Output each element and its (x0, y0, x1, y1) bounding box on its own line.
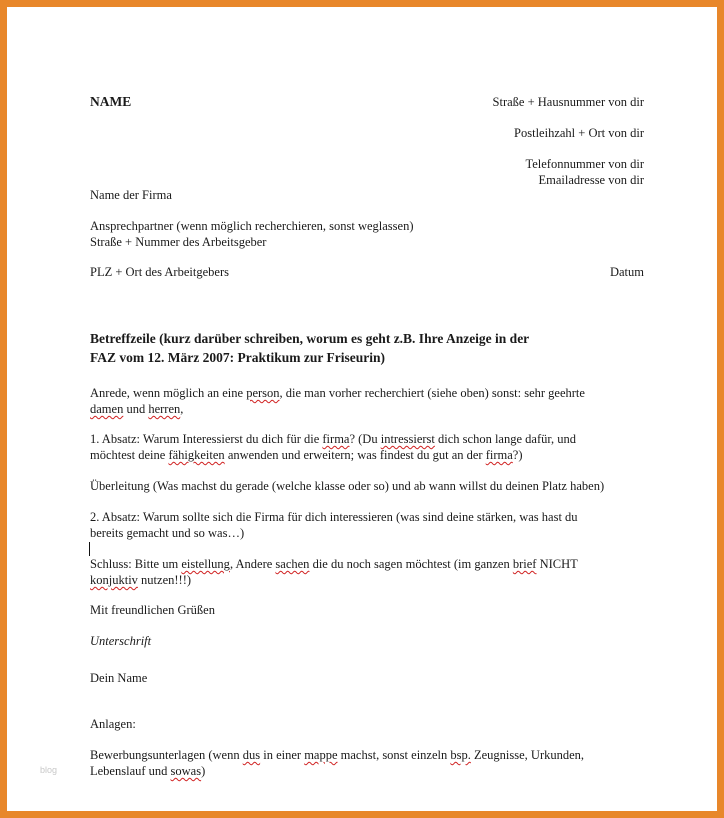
attachments-line-1: Bewerbungsunterlagen (wenn dus in einer mappe machst, sonst einzeln bsp. Zeugnisse, Urkunden, (90, 748, 585, 762)
watermark: blog (40, 765, 58, 775)
paragraph-1-line-1: 1. Absatz: Warum Interessierst du dich für die firma? (Du intressierst dich schon lange dafür, und (90, 432, 577, 446)
recipient-contact: Ansprechpartner (wenn möglich recherchieren, sonst weglassen) (90, 219, 414, 233)
paragraph-1-line-2: möchtest deine fähigkeiten anwenden und erweitern; was findest du gut an der firma?) (90, 448, 523, 462)
salutation-line-1: Anrede, wenn möglich an eine person, die man vorher recherchiert (siehe oben) sonst: sehr geehrte (90, 386, 585, 400)
attachments-label: Anlagen: (90, 717, 136, 731)
transition-paragraph: Überleitung (Was machst du gerade (welche klasse oder so) und ab wann willst du deinen Platz haben) (90, 479, 605, 493)
sender-street: Straße + Hausnummer von dir (492, 95, 644, 109)
recipient-street: Straße + Nummer des Arbeitsgeber (90, 235, 267, 249)
signer-name: Dein Name (90, 671, 148, 685)
paragraph-2-line-1: 2. Absatz: Warum sollte sich die Firma für dich interessieren (was sind deine stärken, was hast du (90, 510, 578, 524)
paragraph-2-line-2: bereits gemacht und so was…) (90, 526, 245, 540)
greeting: Mit freundlichen Grüßen (90, 603, 215, 617)
subject-line-2: FAZ vom 12. März 2007: Praktikum zur Friseurin) (90, 350, 385, 365)
sender-city: Postleihzahl + Ort von dir (514, 126, 644, 140)
closing-line-1: Schluss: Bitte um eistellung, Andere sachen die du noch sagen möchtest (im ganzen brief NICHT (90, 557, 578, 571)
closing-line-2: konjuktiv nutzen!!!) (90, 573, 192, 587)
recipient-company: Name der Firma (90, 188, 172, 202)
salutation-line-2: damen und herren, (90, 402, 184, 416)
letter-date: Datum (609, 265, 644, 279)
sender-name: NAME (90, 94, 132, 109)
sender-email: Emailadresse von dir (538, 173, 644, 187)
recipient-city: PLZ + Ort des Arbeitgebers (90, 265, 229, 279)
subject-line-1: Betreffzeile (kurz darüber schreiben, worum es geht z.B. Ihre Anzeige in der (90, 331, 530, 346)
text-cursor (89, 542, 90, 556)
attachments-line-2: Lebenslauf und sowas) (90, 764, 206, 778)
signature: Unterschrift (90, 634, 152, 648)
sender-phone: Telefonnummer von dir (525, 157, 644, 171)
